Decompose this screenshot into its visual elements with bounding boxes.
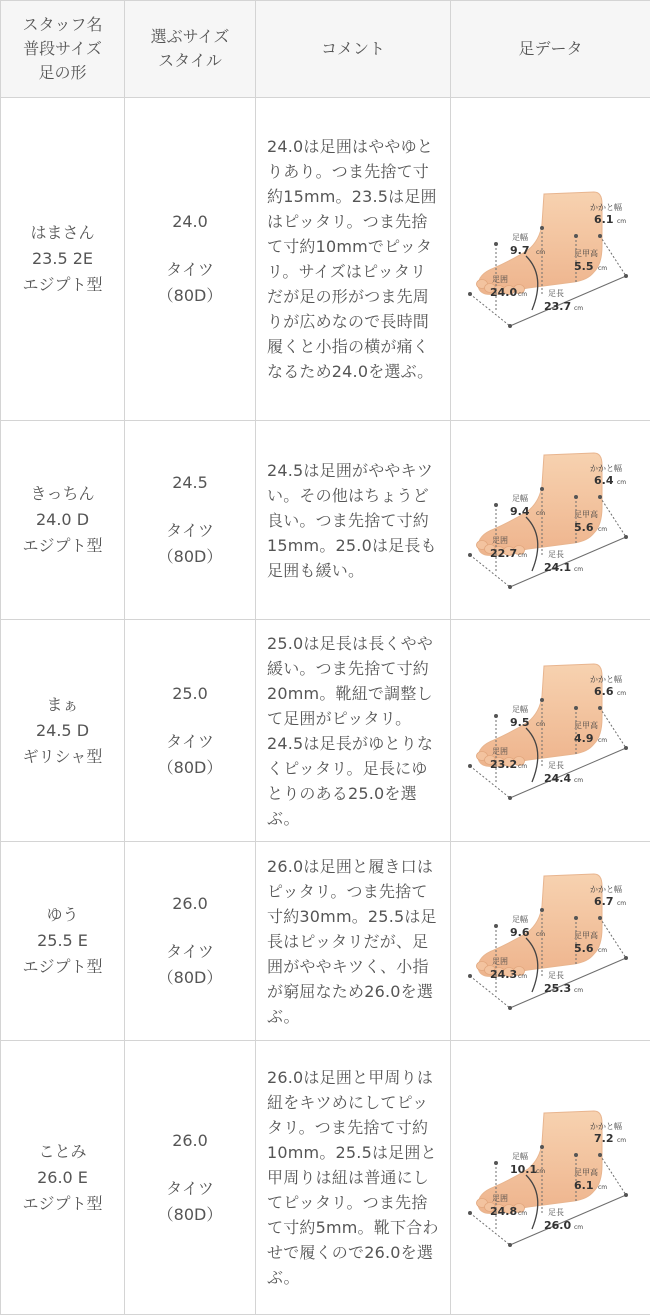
foot-girth-value: 22.7 <box>489 547 517 560</box>
foot-width-unit: cm <box>535 510 545 517</box>
measure-point <box>540 698 544 702</box>
foot-heel-label: かかと幅 <box>589 674 622 684</box>
header-staff-line-2: 普段サイズ <box>23 39 102 58</box>
staff-foot-shape: ギリシャ型 <box>22 746 103 766</box>
foot-length-unit: cm <box>573 305 583 312</box>
header-foot-data: 足データ <box>451 1 650 98</box>
foot-data-cell <box>451 421 650 620</box>
foot-length-label: 足長 <box>547 289 564 298</box>
header-comment: コメント <box>256 1 451 98</box>
foot-instep-value: 6.1 <box>573 1178 593 1192</box>
foot-diagram <box>466 445 636 595</box>
measure-point <box>624 274 628 278</box>
foot-width-unit: cm <box>535 720 545 728</box>
size-cell <box>125 421 256 620</box>
foot-instep-value: 5.5 <box>573 260 593 273</box>
measure-point <box>540 1145 544 1149</box>
style-denier: （80D） <box>157 1204 223 1224</box>
foot-girth-value: 24.0 <box>489 286 517 299</box>
foot-instep-value: 5.6 <box>573 942 593 955</box>
foot-length-value: 24.4 <box>543 771 571 785</box>
header-staff-line-1: スタッフ名 <box>22 15 103 34</box>
measure-point <box>540 908 544 912</box>
staff-name: きっちん <box>30 484 95 503</box>
foot-width-label: 足幅 <box>511 1151 528 1161</box>
foot-girth-label: 足囲 <box>491 536 508 545</box>
foot-length-unit: cm <box>573 1223 583 1231</box>
chosen-size: 26.0 <box>172 894 208 913</box>
style-name: タイツ <box>166 521 214 540</box>
measure-point <box>540 487 544 491</box>
table-row <box>1 842 650 1041</box>
foot-length-unit: cm <box>573 987 583 994</box>
foot-heel-value: 6.6 <box>593 684 613 698</box>
staff-usual-size: 25.5 E <box>37 931 88 950</box>
foot-data-cell <box>451 98 650 421</box>
style-name: タイツ <box>166 942 214 961</box>
measure-point <box>598 1153 602 1157</box>
foot-width-label: 足幅 <box>511 704 528 714</box>
measure-point <box>574 495 578 499</box>
foot-heel-unit: cm <box>616 689 626 697</box>
foot-width-label: 足幅 <box>511 915 528 924</box>
foot-width-unit: cm <box>535 1167 545 1175</box>
staff-cell <box>1 1041 125 1315</box>
measure-point <box>494 242 498 246</box>
measure-point <box>574 706 578 710</box>
staff-foot-shape: エジプト型 <box>22 536 103 555</box>
header-staff-line-3: 足の形 <box>38 63 87 82</box>
foot-instep-unit: cm <box>597 526 607 533</box>
foot-heel-unit: cm <box>616 900 626 907</box>
staff-cell <box>1 620 125 842</box>
foot-girth-value: 23.2 <box>489 757 517 771</box>
staff-foot-shape: エジプト型 <box>22 1193 103 1213</box>
measure-point <box>508 1243 512 1247</box>
staff-foot-shape: エジプト型 <box>22 275 103 294</box>
foot-instep-unit: cm <box>597 947 607 954</box>
measure-point <box>468 974 472 978</box>
style-denier: （80D） <box>157 286 223 305</box>
foot-heel-value: 7.2 <box>593 1131 613 1145</box>
header-row <box>1 1 650 98</box>
header-staff <box>1 1 125 98</box>
measure-point <box>468 1211 472 1215</box>
measure-point <box>508 1006 512 1010</box>
header-size-line-2: スタイル <box>158 51 222 70</box>
foot-diagram <box>466 656 636 806</box>
foot-heel-unit: cm <box>616 1136 626 1144</box>
foot-diagram <box>466 184 636 334</box>
foot-girth-label: 足囲 <box>491 746 508 756</box>
staff-name: まぁ <box>46 694 79 714</box>
table-row <box>1 98 650 421</box>
foot-length-value: 25.3 <box>543 982 571 995</box>
foot-length-value: 24.1 <box>543 561 571 574</box>
foot-diagram <box>466 866 636 1016</box>
measure-point <box>468 764 472 768</box>
style-denier: （80D） <box>157 547 223 566</box>
foot-instep-unit: cm <box>597 1183 607 1191</box>
style-denier: （80D） <box>157 757 223 777</box>
measure-point <box>468 292 472 296</box>
chosen-size: 24.0 <box>172 212 208 231</box>
foot-width-unit: cm <box>535 249 545 256</box>
size-cell <box>125 98 256 421</box>
foot-width-unit: cm <box>535 931 545 938</box>
foot-girth-label: 足囲 <box>491 275 508 284</box>
foot-length-value: 23.7 <box>543 300 571 313</box>
header-size-line-1: 選ぶサイズ <box>150 27 230 46</box>
chosen-size: 25.0 <box>172 683 208 703</box>
measure-point <box>624 746 628 750</box>
foot-length-unit: cm <box>573 776 583 784</box>
foot-heel-label: かかと幅 <box>589 1121 622 1131</box>
measure-point <box>540 226 544 230</box>
foot-width-value: 9.7 <box>509 244 529 257</box>
measure-point <box>494 924 498 928</box>
foot-girth-value: 24.3 <box>489 968 517 981</box>
measure-point <box>508 796 512 800</box>
chosen-size: 26.0 <box>172 1130 208 1150</box>
foot-width-value: 9.6 <box>509 926 529 939</box>
header-size <box>125 1 256 98</box>
foot-heel-label: かかと幅 <box>589 885 622 894</box>
style-denier: （80D） <box>157 968 223 987</box>
style-name: タイツ <box>166 260 214 279</box>
foot-length-label: 足長 <box>547 971 564 980</box>
foot-width-label: 足幅 <box>511 233 528 242</box>
foot-instep-unit: cm <box>597 265 607 272</box>
foot-length-label: 足長 <box>547 760 564 770</box>
measure-point <box>624 956 628 960</box>
chosen-size: 24.5 <box>172 473 208 492</box>
style-name: タイツ <box>166 731 214 751</box>
size-cell <box>125 842 256 1041</box>
foot-width-value: 9.5 <box>509 715 529 729</box>
foot-girth-unit: cm <box>517 1209 527 1217</box>
foot-instep-label: 足甲高 <box>573 931 598 940</box>
foot-length-label: 足長 <box>547 550 564 559</box>
measure-point <box>624 1193 628 1197</box>
foot-heel-value: 6.4 <box>593 474 613 487</box>
foot-instep-label: 足甲高 <box>573 1167 598 1177</box>
table-row <box>1 1041 650 1315</box>
foot-data-cell <box>451 1041 650 1315</box>
measure-point <box>574 916 578 920</box>
foot-girth-label: 足囲 <box>491 957 508 966</box>
foot-length-label: 足長 <box>547 1207 564 1217</box>
foot-width-value: 10.1 <box>509 1162 537 1176</box>
measure-point <box>624 535 628 539</box>
foot-girth-value: 24.8 <box>489 1204 517 1218</box>
size-cell <box>125 620 256 842</box>
measure-point <box>508 324 512 328</box>
foot-instep-value: 4.9 <box>573 731 593 745</box>
foot-width-label: 足幅 <box>511 494 528 503</box>
size-cell <box>125 1041 256 1315</box>
measure-point <box>598 234 602 238</box>
measure-point <box>508 585 512 589</box>
foot-girth-unit: cm <box>517 552 527 559</box>
foot-instep-value: 5.6 <box>573 521 593 534</box>
measure-point <box>574 1153 578 1157</box>
staff-usual-size: 24.5 D <box>35 720 90 740</box>
foot-length-unit: cm <box>573 566 583 573</box>
measure-point <box>598 706 602 710</box>
comment-cell: 26.0は足囲と甲周りは紐をキツめにしてピッタリ。つま先捨て寸約10mm。25.5は足囲と甲周りは紐は普通にしてピッタリ。つま先捨て寸約5mm。靴下合わせで履くので26.0を選ぶ。 <box>256 1041 451 1315</box>
foot-heel-value: 6.1 <box>593 213 613 226</box>
foot-heel-value: 6.7 <box>593 895 613 908</box>
foot-girth-unit: cm <box>517 762 527 770</box>
measure-point <box>494 1161 498 1165</box>
staff-name: ことみ <box>38 1141 87 1161</box>
foot-girth-label: 足囲 <box>491 1193 508 1203</box>
staff-cell <box>1 98 125 421</box>
measure-point <box>494 714 498 718</box>
staff-foot-shape: エジプト型 <box>22 957 103 976</box>
foot-instep-label: 足甲高 <box>573 720 598 730</box>
staff-usual-size: 23.5 2E <box>32 249 93 268</box>
foot-diagram <box>466 1103 636 1253</box>
foot-data-cell <box>451 842 650 1041</box>
foot-width-value: 9.4 <box>509 505 529 518</box>
comment-cell: 26.0は足囲と履き口はピッタリ。つま先捨て寸約30mm。25.5は足長はピッタリだが、足囲がややキツく、小指が窮屈なため26.0を選ぶ。 <box>256 842 451 1041</box>
foot-heel-label: かかと幅 <box>589 464 622 473</box>
measure-point <box>494 503 498 507</box>
measure-point <box>468 553 472 557</box>
staff-name: ゆう <box>46 905 79 924</box>
foot-data-cell <box>451 620 650 842</box>
foot-girth-unit: cm <box>517 973 527 980</box>
staff-name: はまさん <box>30 223 95 242</box>
staff-cell <box>1 842 125 1041</box>
staff-cell <box>1 421 125 620</box>
comment-cell: 24.5は足囲がややキツい。その他はちょうど良い。つま先捨て寸約15mm。25.0は足長も足囲も緩い。 <box>256 421 451 620</box>
comment-cell: 24.0は足囲はややゆとりあり。つま先捨て寸約15mm。23.5は足囲はピッタリ。つま先捨て寸約10mmでピッタリ。サイズはピッタリだが足の形がつま先周りが広めなので長時間履くと小指の横が痛くなるため24.0を選ぶ。 <box>256 98 451 421</box>
foot-instep-unit: cm <box>597 736 607 744</box>
measure-point <box>598 916 602 920</box>
measure-point <box>598 495 602 499</box>
table-row <box>1 421 650 620</box>
style-name: タイツ <box>166 1178 214 1198</box>
foot-heel-unit: cm <box>616 218 626 225</box>
foot-girth-unit: cm <box>517 291 527 298</box>
foot-instep-label: 足甲高 <box>573 510 598 519</box>
staff-usual-size: 24.0 D <box>35 510 90 529</box>
foot-instep-label: 足甲高 <box>573 249 598 258</box>
table-row <box>1 620 650 842</box>
staff-usual-size: 26.0 E <box>37 1167 88 1187</box>
comment-cell: 25.0は足長は長くやや緩い。つま先捨て寸約20mm。靴紐で調整して足囲がピッタリ。24.5は足長がゆとりなくピッタリ。足長にゆとりのある25.0を選ぶ。 <box>256 620 451 842</box>
foot-length-value: 26.0 <box>543 1218 571 1232</box>
foot-heel-label: かかと幅 <box>589 203 622 212</box>
foot-heel-unit: cm <box>616 479 626 486</box>
measure-point <box>574 234 578 238</box>
